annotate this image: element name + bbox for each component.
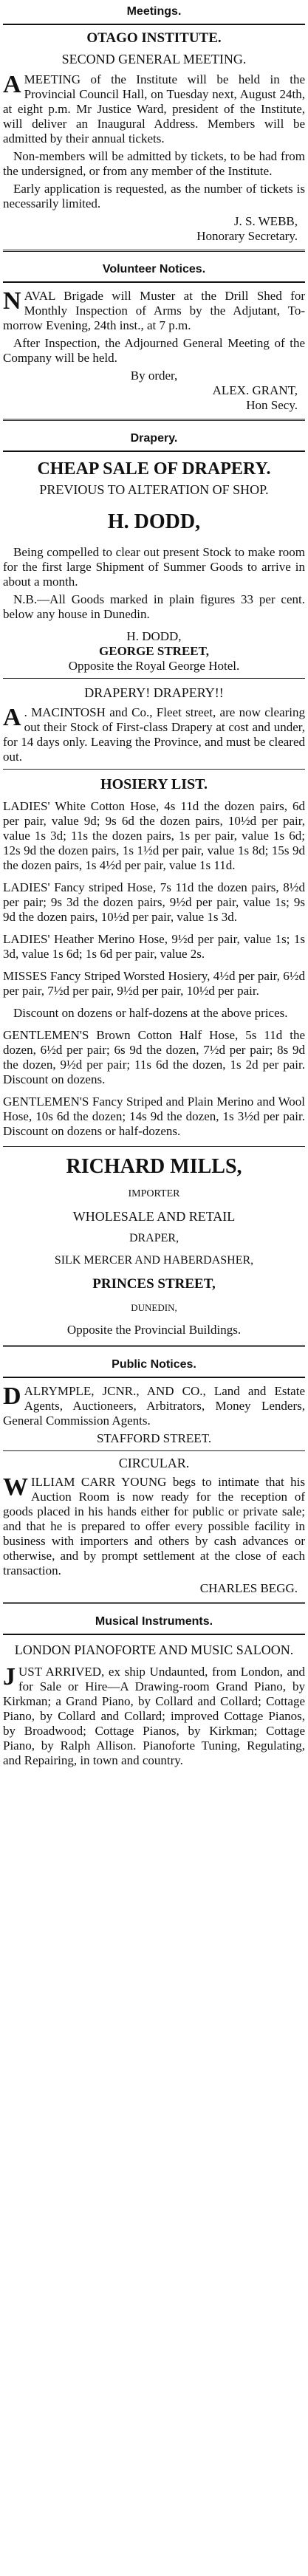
divider [3,769,305,770]
drop-cap: W [3,1473,28,1501]
divider [3,678,305,679]
drop-cap: N [3,287,21,315]
signature: J. S. WEBB, [233,214,298,228]
divider [3,1450,305,1451]
signature: Hon Secy. [246,398,298,412]
ad-body: Being compelled to clear out present Stock to make room for the first large Shipment of Summer Goods to arrive in about a month. [3,545,305,589]
ad-note: N.B.—All Goods marked in plain figures 33 per cent. below any house in Dunedin. [3,592,305,621]
ad-line: DUNEDIN, [131,1302,177,1313]
list-item: LADIES' Heather Merino Hose, 9½d per pair, value 1s; 1s 3d, value 1s 6d; 1s 6d per pair, value 2s. [3,932,305,961]
ad-title: CIRCULAR. [118,1456,190,1470]
drop-cap: D [3,1383,21,1410]
signature: ALEX. GRANT, [212,383,298,397]
ad-mackintosh [3,683,305,764]
ad-body: . MACINTOSH and Co., Fleet street, are now clearing out their Stock of First-class Drapery at cost and under, for 14 days only. Leaving the Province, and must be cleared out. [3,705,305,764]
ad-line: WHOLESALE AND RETAIL [72,1209,236,1224]
drop-cap: J [3,1663,16,1690]
section-meetings [3,0,305,244]
ad-body: MEETING of the Institute will be held in the Provincial Council Hall, on Tuesday next, August 24th, at eight p.m. Mr Justice Ward, president of the Institute, will deliver an Inaugural Address. Members will be admitted by their annual tickets. [3,72,305,145]
ad-body: Early application is requested, as the number of tickets is necessarily limited. [3,182,305,210]
ad-line: PRINCES STREET, [92,1276,216,1292]
divider [3,419,305,421]
list-item: GENTLEMEN'S Fancy Striped and Plain Merino and Wool Hose, 10s 6d the dozen; 14s 9d the dozen, 1s 3½d per pair. Discount on dozens or half-dozens. [3,1095,305,1138]
ad-body: UST ARRIVED, ex ship Undaunted, from London, and for Sale or Hire—A Drawing-room Grand Piano, by Kirkman; a Grand Piano, by Collard and Collard; Cottage Piano, by Collard and Collard; improved Cottage Pianos, by Broadwood; Cottage Pianos, by Kirkman; Cottage Piano, by Ralph Allison. Pianoforte Tuning, Regulating, and Repairing, in town and country. [3,1665,305,1767]
divider [3,1146,305,1147]
section-heading: Meetings. [3,0,305,25]
ad-address: STAFFORD STREET. [96,1431,212,1445]
divider [3,1345,305,1347]
section-volunteer [3,258,305,413]
ad-name: H. DODD, [107,510,201,533]
ad-mills [3,1154,305,1337]
ad-body: Non-members will be admitted by tickets, to be had from the undersigned, or from any member of the Institute. [3,149,305,178]
section-heading: Public Notices. [3,1353,305,1378]
drop-cap: A [3,71,21,98]
list-item: MISSES Fancy Striped Worsted Hosiery, 4½d per pair, 6½d per pair, 7½d per pair, 9½d per pair, 10½d per pair. [3,969,305,998]
divider [3,250,305,252]
drop-cap: A [3,704,21,731]
section-public [3,1353,305,1596]
ad-hosiery [3,777,305,1139]
list-item: GENTLEMEN'S Brown Cotton Half Hose, 5s 11d the dozen, 6½d per pair; 6s 9d the dozen, 7½d per pair; 8s 9d the dozen, 9½d per pair; 11s 6d the dozen, 1s 2d per pair. Discount on dozens. [3,1028,305,1086]
ad-body: After Inspection, the Adjourned General Meeting of the Company will be held. [3,336,305,365]
ad-title: LONDON PIANOFORTE AND MUSIC SALOON. [14,1642,294,1657]
signature: By order, [130,369,178,383]
ad-headline: CHEAP SALE OF DRAPERY. [37,459,271,479]
ad-name: RICHARD MILLS, [66,1155,242,1178]
section-musical [3,1610,305,1768]
ad-body: AVAL Brigade will Muster at the Drill Shed for Monthly Inspection of Arms by the Adjutant, To-morrow Evening, 24th inst., at 7 p.m. [3,289,305,332]
ad-line: Opposite the Provincial Buildings. [66,1323,242,1337]
ad-street: GEORGE STREET, [99,644,209,658]
section-heading: Drapery. [3,427,305,452]
ad-body: ALRYMPLE, JCNR., AND CO., Land and Estate Agents, Auctioneers, Arbitrators, Money Lenders, General Commission Agents. [3,1384,305,1428]
section-heading: Musical Instruments. [3,1610,305,1635]
ad-address: Opposite the Royal George Hotel. [68,659,240,673]
newspaper-column [3,0,305,1768]
ad-name: H. DODD, [126,629,182,643]
signature: CHARLES BEGG. [199,1581,298,1595]
section-drapery [3,427,305,674]
ad-body: ILLIAM CARR YOUNG begs to intimate that his Auction Room is now ready for the reception of goods placed in his hands either for public or private sale; and that he is prepared to offer every possible facility in business with importers and others by cash advances or otherwise, and by prompt settlement at the close of each transaction. [3,1475,305,1578]
list-item: LADIES' Fancy striped Hose, 7s 11d the dozen pairs, 8½d per pair; 9s 3d the dozen pairs, 9½d per pair, value 1s; 9s 9d the dozen pairs, 10½d per pair, value 1s 3d. [3,880,305,924]
ad-title: HOSIERY LIST. [100,776,208,792]
signature: Honorary Secretary. [196,229,298,243]
section-heading: Volunteer Notices. [3,258,305,283]
ad-title: OTAGO INSTITUTE. [86,30,222,46]
ad-line: SILK MERCER AND HABERDASHER, [54,1254,254,1267]
ad-line: IMPORTER [128,1188,180,1199]
ad-headline: DRAPERY! DRAPERY!! [84,685,224,700]
ad-subtitle: SECOND GENERAL MEETING. [61,52,247,66]
list-item: Discount on dozens or half-dozens at the above prices. [13,1006,288,1020]
list-item: LADIES' White Cotton Hose, 4s 11d the dozen pairs, 6d per pair, value 9d; 9s 6d the dozen pairs, 10½d per pair, value 1s 3d; 11s the dozen pairs, 1s per pair, value 1s 6d; 12s 9d the dozen pairs, 1s 1½d per pair, value 1s 8d; 15s 9d the dozen pairs, 1s 4½d per pair, value 1s 11d. [3,799,305,872]
ad-line: DRAPER, [129,1232,179,1244]
ad-subtitle: PREVIOUS TO ALTERATION OF SHOP. [39,482,269,497]
divider [3,1602,305,1604]
